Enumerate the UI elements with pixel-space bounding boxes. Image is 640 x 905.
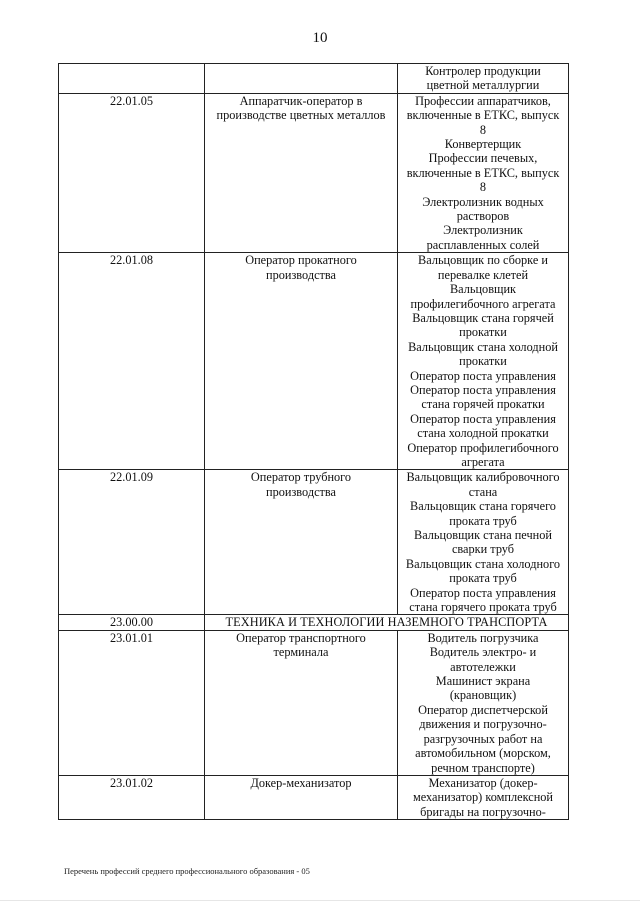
page-number: 10 (312, 30, 328, 46)
profession-line: Электролизник водных (422, 194, 544, 209)
profession-line: включенные в ЕТКС, выпуск (406, 108, 560, 123)
professions-list (398, 93, 569, 252)
profession-line: Водитель погрузчика (427, 630, 539, 645)
program-name-line: производства (265, 484, 337, 499)
profession-line: автомобильном (морском, (415, 746, 551, 761)
profession-line: прокатки (459, 354, 507, 369)
program-code: 23.01.01 (59, 630, 205, 775)
profession-line: Вальцовщик стана горячей (412, 310, 554, 325)
professions-list (398, 775, 569, 819)
program-name (205, 93, 398, 252)
profession-line: Вальцовщик (449, 282, 517, 297)
profession-line: Профессии аппаратчиков, (415, 93, 551, 108)
professions-list (398, 470, 569, 615)
profession-line: Оператор профилегибочного (407, 440, 559, 455)
profession-line: Вальцовщик стана горячего (410, 499, 556, 514)
profession-line: проката труб (449, 571, 517, 586)
profession-line: стана горячей прокатки (421, 397, 545, 412)
profession-line: Электролизник (443, 223, 523, 238)
program-name (205, 470, 398, 615)
profession-line: агрегата (461, 454, 505, 469)
program-code: 22.01.05 (59, 93, 205, 252)
profession-line: Контролер продукции (425, 64, 541, 78)
profession-line: Вальцовщик стана холодного (405, 556, 561, 571)
program-code: 22.01.08 (59, 253, 205, 470)
program-code: 23.01.02 (59, 775, 205, 819)
profession-line: проката труб (449, 513, 517, 528)
profession-line: Вальцовщик калибровочного (406, 470, 560, 485)
program-name (205, 253, 398, 470)
profession-line: Машинист экрана (435, 674, 531, 689)
program-code: 22.01.09 (59, 470, 205, 615)
table-row (59, 64, 569, 94)
profession-line: включенные в ЕТКС, выпуск (406, 165, 560, 180)
profession-line: Водитель электро- и (429, 645, 537, 660)
profession-line: движения и погрузочно- (419, 717, 547, 732)
profession-line: разгрузочных работ на (423, 731, 543, 746)
professions-list (398, 253, 569, 470)
profession-line: Вальцовщик по сборке и (418, 253, 548, 268)
program-name-line: производстве цветных металлов (216, 108, 386, 123)
page-bottom-edge (0, 900, 640, 901)
profession-line: прокатки (459, 325, 507, 340)
profession-line: речном транспорте) (431, 760, 535, 775)
profession-line: бригады на погрузочно- (420, 804, 546, 819)
profession-line: цветной металлургии (426, 78, 540, 93)
program-name-line: производства (265, 267, 337, 282)
profession-line: (крановщик) (449, 688, 517, 703)
profession-line: Вальцовщик стана холодной (408, 339, 558, 354)
profession-line: сварки труб (451, 542, 515, 557)
profession-line: перевалке клетей (437, 267, 529, 282)
profession-line: стана холодной прокатки (417, 426, 549, 441)
profession-line: стана (468, 484, 498, 499)
profession-line: 8 (479, 122, 487, 137)
section-title: ТЕХНИКА И ТЕХНОЛОГИИ НАЗЕМНОГО ТРАНСПОРТА (205, 615, 569, 630)
footer-note: Перечень профессий среднего профессионального образования - 05 (64, 866, 310, 876)
profession-line: автотележки (450, 659, 516, 674)
professions-list (398, 630, 569, 775)
profession-line: Вальцовщик стана печной (414, 528, 552, 542)
table-row (59, 470, 569, 615)
program-name (205, 630, 398, 775)
program-name-line: Оператор транспортного (236, 630, 366, 645)
table-row (59, 775, 569, 819)
profession-line: профилегибочного агрегата (410, 296, 556, 311)
section-row (59, 615, 569, 630)
profession-line: Оператор поста управления (410, 382, 556, 397)
profession-line: Профессии печевых, (428, 151, 538, 166)
profession-line: стана горячего проката труб (409, 600, 557, 615)
profession-line: Механизатор (докер- (428, 775, 538, 790)
program-name-line: терминала (273, 645, 329, 660)
profession-line: Оператор диспетчерской (418, 702, 548, 717)
program-name-line: Оператор прокатного (245, 253, 357, 268)
profession-line: Оператор поста управления (410, 411, 556, 426)
program-code (59, 64, 205, 94)
program-name (205, 775, 398, 819)
section-code: 23.00.00 (59, 615, 205, 630)
table-row (59, 630, 569, 775)
table-row (59, 93, 569, 252)
program-name (205, 64, 398, 94)
profession-line: 8 (479, 180, 487, 195)
profession-line: Оператор поста управления (410, 585, 556, 600)
program-name-line: Оператор трубного (250, 470, 352, 485)
profession-line: расплавленных солей (426, 237, 540, 252)
professions-list (398, 64, 569, 94)
profession-line: механизатор) комплексной (412, 790, 553, 805)
table-row (59, 253, 569, 470)
program-name-line: Докер-механизатор (250, 775, 352, 790)
profession-line: растворов (456, 209, 510, 224)
profession-line: Конвертерщик (444, 137, 522, 152)
program-name-line: Аппаратчик-оператор в (239, 93, 363, 108)
professions-table (58, 63, 569, 820)
profession-line: Оператор поста управления (410, 368, 556, 383)
